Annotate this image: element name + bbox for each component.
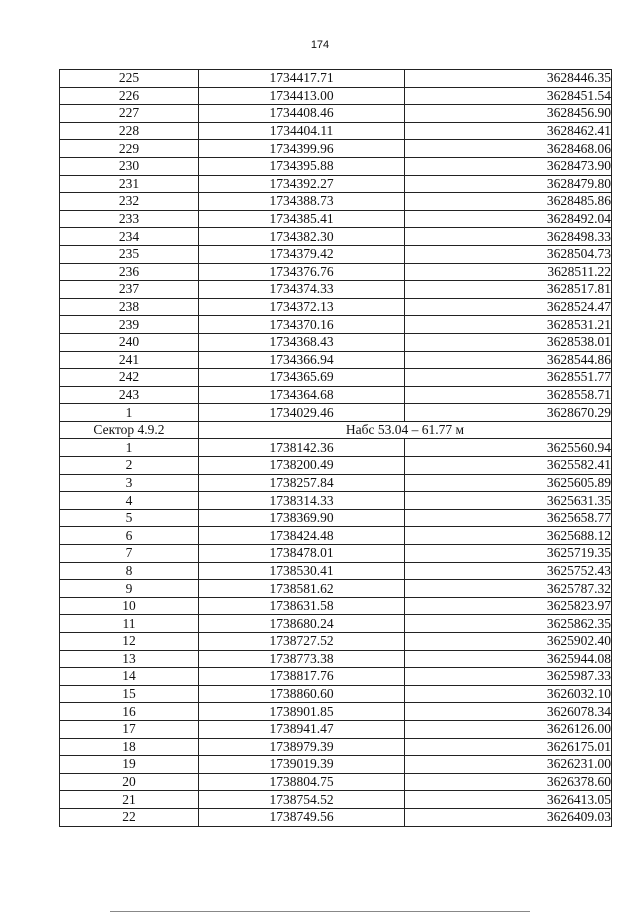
point-number-cell: 22 xyxy=(60,808,199,826)
sector-label: Сектор 4.9.2 xyxy=(60,421,199,439)
x-coordinate-cell: 1738369.90 xyxy=(199,509,405,527)
x-coordinate-cell: 1738817.76 xyxy=(199,668,405,686)
table-row xyxy=(60,773,612,791)
point-number-cell: 1 xyxy=(60,404,199,422)
point-number-cell: 232 xyxy=(60,193,199,211)
x-coordinate-cell: 1734365.69 xyxy=(199,369,405,387)
y-coordinate-cell: 3625560.94 xyxy=(405,439,612,457)
y-coordinate-cell: 3628538.01 xyxy=(405,333,612,351)
table-row xyxy=(60,738,612,756)
point-number-cell: 12 xyxy=(60,633,199,651)
table-row xyxy=(60,157,612,175)
table-row xyxy=(60,105,612,123)
x-coordinate-cell: 1738754.52 xyxy=(199,791,405,809)
x-coordinate-cell: 1734404.11 xyxy=(199,122,405,140)
y-coordinate-cell: 3628511.22 xyxy=(405,263,612,281)
table-row xyxy=(60,281,612,299)
y-coordinate-cell: 3628551.77 xyxy=(405,369,612,387)
y-coordinate-cell: 3625987.33 xyxy=(405,668,612,686)
y-coordinate-cell: 3626378.60 xyxy=(405,773,612,791)
y-coordinate-cell: 3628531.21 xyxy=(405,316,612,334)
table-section-b xyxy=(60,439,612,826)
point-number-cell: 243 xyxy=(60,386,199,404)
point-number-cell: 19 xyxy=(60,756,199,774)
x-coordinate-cell: 1738979.39 xyxy=(199,738,405,756)
table-row xyxy=(60,333,612,351)
x-coordinate-cell: 1738142.36 xyxy=(199,439,405,457)
x-coordinate-cell: 1734368.43 xyxy=(199,333,405,351)
point-number-cell: 17 xyxy=(60,720,199,738)
y-coordinate-cell: 3625605.89 xyxy=(405,474,612,492)
x-coordinate-cell: 1738200.49 xyxy=(199,457,405,475)
x-coordinate-cell: 1734374.33 xyxy=(199,281,405,299)
x-coordinate-cell: 1738727.52 xyxy=(199,633,405,651)
y-coordinate-cell: 3625688.12 xyxy=(405,527,612,545)
x-coordinate-cell: 1738680.24 xyxy=(199,615,405,633)
y-coordinate-cell: 3625787.32 xyxy=(405,580,612,598)
x-coordinate-cell: 1734364.68 xyxy=(199,386,405,404)
x-coordinate-cell: 1734379.42 xyxy=(199,245,405,263)
table-row xyxy=(60,263,612,281)
y-coordinate-cell: 3628462.41 xyxy=(405,122,612,140)
x-coordinate-cell: 1734388.73 xyxy=(199,193,405,211)
table-row xyxy=(60,228,612,246)
y-coordinate-cell: 3625902.40 xyxy=(405,633,612,651)
point-number-cell: 6 xyxy=(60,527,199,545)
y-coordinate-cell: 3628517.81 xyxy=(405,281,612,299)
point-number-cell: 3 xyxy=(60,474,199,492)
point-number-cell: 238 xyxy=(60,298,199,316)
point-number-cell: 241 xyxy=(60,351,199,369)
table-row xyxy=(60,351,612,369)
x-coordinate-cell: 1734399.96 xyxy=(199,140,405,158)
table-row xyxy=(60,193,612,211)
point-number-cell: 15 xyxy=(60,685,199,703)
table-row xyxy=(60,492,612,510)
x-coordinate-cell: 1734029.46 xyxy=(199,404,405,422)
y-coordinate-cell: 3628524.47 xyxy=(405,298,612,316)
table-row xyxy=(60,791,612,809)
y-coordinate-cell: 3626409.03 xyxy=(405,808,612,826)
y-coordinate-cell: 3625582.41 xyxy=(405,457,612,475)
y-coordinate-cell: 3628492.04 xyxy=(405,210,612,228)
y-coordinate-cell: 3626032.10 xyxy=(405,685,612,703)
x-coordinate-cell: 1738478.01 xyxy=(199,545,405,563)
point-number-cell: 13 xyxy=(60,650,199,668)
table-row xyxy=(60,316,612,334)
table-row xyxy=(60,527,612,545)
y-coordinate-cell: 3628485.86 xyxy=(405,193,612,211)
page-number: 174 xyxy=(310,39,330,51)
table-row xyxy=(60,650,612,668)
point-number-cell: 14 xyxy=(60,668,199,686)
point-number-cell: 4 xyxy=(60,492,199,510)
x-coordinate-cell: 1734385.41 xyxy=(199,210,405,228)
table-row xyxy=(60,545,612,563)
point-number-cell: 234 xyxy=(60,228,199,246)
point-number-cell: 231 xyxy=(60,175,199,193)
point-number-cell: 227 xyxy=(60,105,199,123)
table-row xyxy=(60,140,612,158)
y-coordinate-cell: 3628473.90 xyxy=(405,157,612,175)
y-coordinate-cell: 3628498.33 xyxy=(405,228,612,246)
coordinates-table xyxy=(59,69,612,827)
y-coordinate-cell: 3628456.90 xyxy=(405,105,612,123)
point-number-cell: 11 xyxy=(60,615,199,633)
table-row xyxy=(60,175,612,193)
table-row xyxy=(60,615,612,633)
table-row xyxy=(60,685,612,703)
y-coordinate-cell: 3626126.00 xyxy=(405,720,612,738)
table-row xyxy=(60,122,612,140)
table-section-a xyxy=(60,70,612,422)
table-row xyxy=(60,633,612,651)
table-row xyxy=(60,509,612,527)
table-row xyxy=(60,210,612,228)
point-number-cell: 225 xyxy=(60,70,199,88)
x-coordinate-cell: 1738941.47 xyxy=(199,720,405,738)
y-coordinate-cell: 3628558.71 xyxy=(405,386,612,404)
sector-header-section xyxy=(60,421,612,439)
point-number-cell: 229 xyxy=(60,140,199,158)
y-coordinate-cell: 3625719.35 xyxy=(405,545,612,563)
table-row xyxy=(60,597,612,615)
y-coordinate-cell: 3628451.54 xyxy=(405,87,612,105)
x-coordinate-cell: 1734395.88 xyxy=(199,157,405,175)
table-row xyxy=(60,580,612,598)
x-coordinate-cell: 1738749.56 xyxy=(199,808,405,826)
point-number-cell: 21 xyxy=(60,791,199,809)
x-coordinate-cell: 1734392.27 xyxy=(199,175,405,193)
x-coordinate-cell: 1738804.75 xyxy=(199,773,405,791)
y-coordinate-cell: 3628468.06 xyxy=(405,140,612,158)
sector-header-row xyxy=(60,421,612,439)
table-row xyxy=(60,70,612,88)
point-number-cell: 240 xyxy=(60,333,199,351)
point-number-cell: 9 xyxy=(60,580,199,598)
table-row xyxy=(60,298,612,316)
point-number-cell: 7 xyxy=(60,545,199,563)
y-coordinate-cell: 3625944.08 xyxy=(405,650,612,668)
y-coordinate-cell: 3625823.97 xyxy=(405,597,612,615)
table-row xyxy=(60,245,612,263)
x-coordinate-cell: 1734417.71 xyxy=(199,70,405,88)
point-number-cell: 1 xyxy=(60,439,199,457)
table-row xyxy=(60,808,612,826)
point-number-cell: 235 xyxy=(60,245,199,263)
x-coordinate-cell: 1734382.30 xyxy=(199,228,405,246)
point-number-cell: 239 xyxy=(60,316,199,334)
point-number-cell: 242 xyxy=(60,369,199,387)
y-coordinate-cell: 3628479.80 xyxy=(405,175,612,193)
point-number-cell: 2 xyxy=(60,457,199,475)
y-coordinate-cell: 3628446.35 xyxy=(405,70,612,88)
table-row xyxy=(60,404,612,422)
x-coordinate-cell: 1738581.62 xyxy=(199,580,405,598)
point-number-cell: 16 xyxy=(60,703,199,721)
x-coordinate-cell: 1734370.16 xyxy=(199,316,405,334)
y-coordinate-cell: 3626231.00 xyxy=(405,756,612,774)
point-number-cell: 10 xyxy=(60,597,199,615)
point-number-cell: 233 xyxy=(60,210,199,228)
point-number-cell: 20 xyxy=(60,773,199,791)
y-coordinate-cell: 3625631.35 xyxy=(405,492,612,510)
x-coordinate-cell: 1738901.85 xyxy=(199,703,405,721)
y-coordinate-cell: 3625752.43 xyxy=(405,562,612,580)
table-row xyxy=(60,369,612,387)
y-coordinate-cell: 3628670.29 xyxy=(405,404,612,422)
y-coordinate-cell: 3625658.77 xyxy=(405,509,612,527)
sector-elevation: Набс 53.04 – 61.77 м xyxy=(199,421,612,439)
table-row xyxy=(60,474,612,492)
y-coordinate-cell: 3625862.35 xyxy=(405,615,612,633)
x-coordinate-cell: 1738530.41 xyxy=(199,562,405,580)
table-row xyxy=(60,756,612,774)
table-row xyxy=(60,87,612,105)
table-row xyxy=(60,562,612,580)
point-number-cell: 230 xyxy=(60,157,199,175)
point-number-cell: 236 xyxy=(60,263,199,281)
x-coordinate-cell: 1738314.33 xyxy=(199,492,405,510)
x-coordinate-cell: 1734372.13 xyxy=(199,298,405,316)
point-number-cell: 5 xyxy=(60,509,199,527)
y-coordinate-cell: 3626078.34 xyxy=(405,703,612,721)
x-coordinate-cell: 1738860.60 xyxy=(199,685,405,703)
point-number-cell: 226 xyxy=(60,87,199,105)
bottom-rule xyxy=(110,911,530,912)
y-coordinate-cell: 3626413.05 xyxy=(405,791,612,809)
y-coordinate-cell: 3628544.86 xyxy=(405,351,612,369)
table-row xyxy=(60,703,612,721)
x-coordinate-cell: 1738773.38 xyxy=(199,650,405,668)
x-coordinate-cell: 1738257.84 xyxy=(199,474,405,492)
x-coordinate-cell: 1734376.76 xyxy=(199,263,405,281)
point-number-cell: 8 xyxy=(60,562,199,580)
table-row xyxy=(60,439,612,457)
x-coordinate-cell: 1734408.46 xyxy=(199,105,405,123)
x-coordinate-cell: 1734413.00 xyxy=(199,87,405,105)
point-number-cell: 237 xyxy=(60,281,199,299)
x-coordinate-cell: 1738424.48 xyxy=(199,527,405,545)
table-row xyxy=(60,457,612,475)
y-coordinate-cell: 3626175.01 xyxy=(405,738,612,756)
table-row xyxy=(60,720,612,738)
point-number-cell: 228 xyxy=(60,122,199,140)
table-row xyxy=(60,668,612,686)
x-coordinate-cell: 1739019.39 xyxy=(199,756,405,774)
x-coordinate-cell: 1738631.58 xyxy=(199,597,405,615)
point-number-cell: 18 xyxy=(60,738,199,756)
table-row xyxy=(60,386,612,404)
y-coordinate-cell: 3628504.73 xyxy=(405,245,612,263)
x-coordinate-cell: 1734366.94 xyxy=(199,351,405,369)
